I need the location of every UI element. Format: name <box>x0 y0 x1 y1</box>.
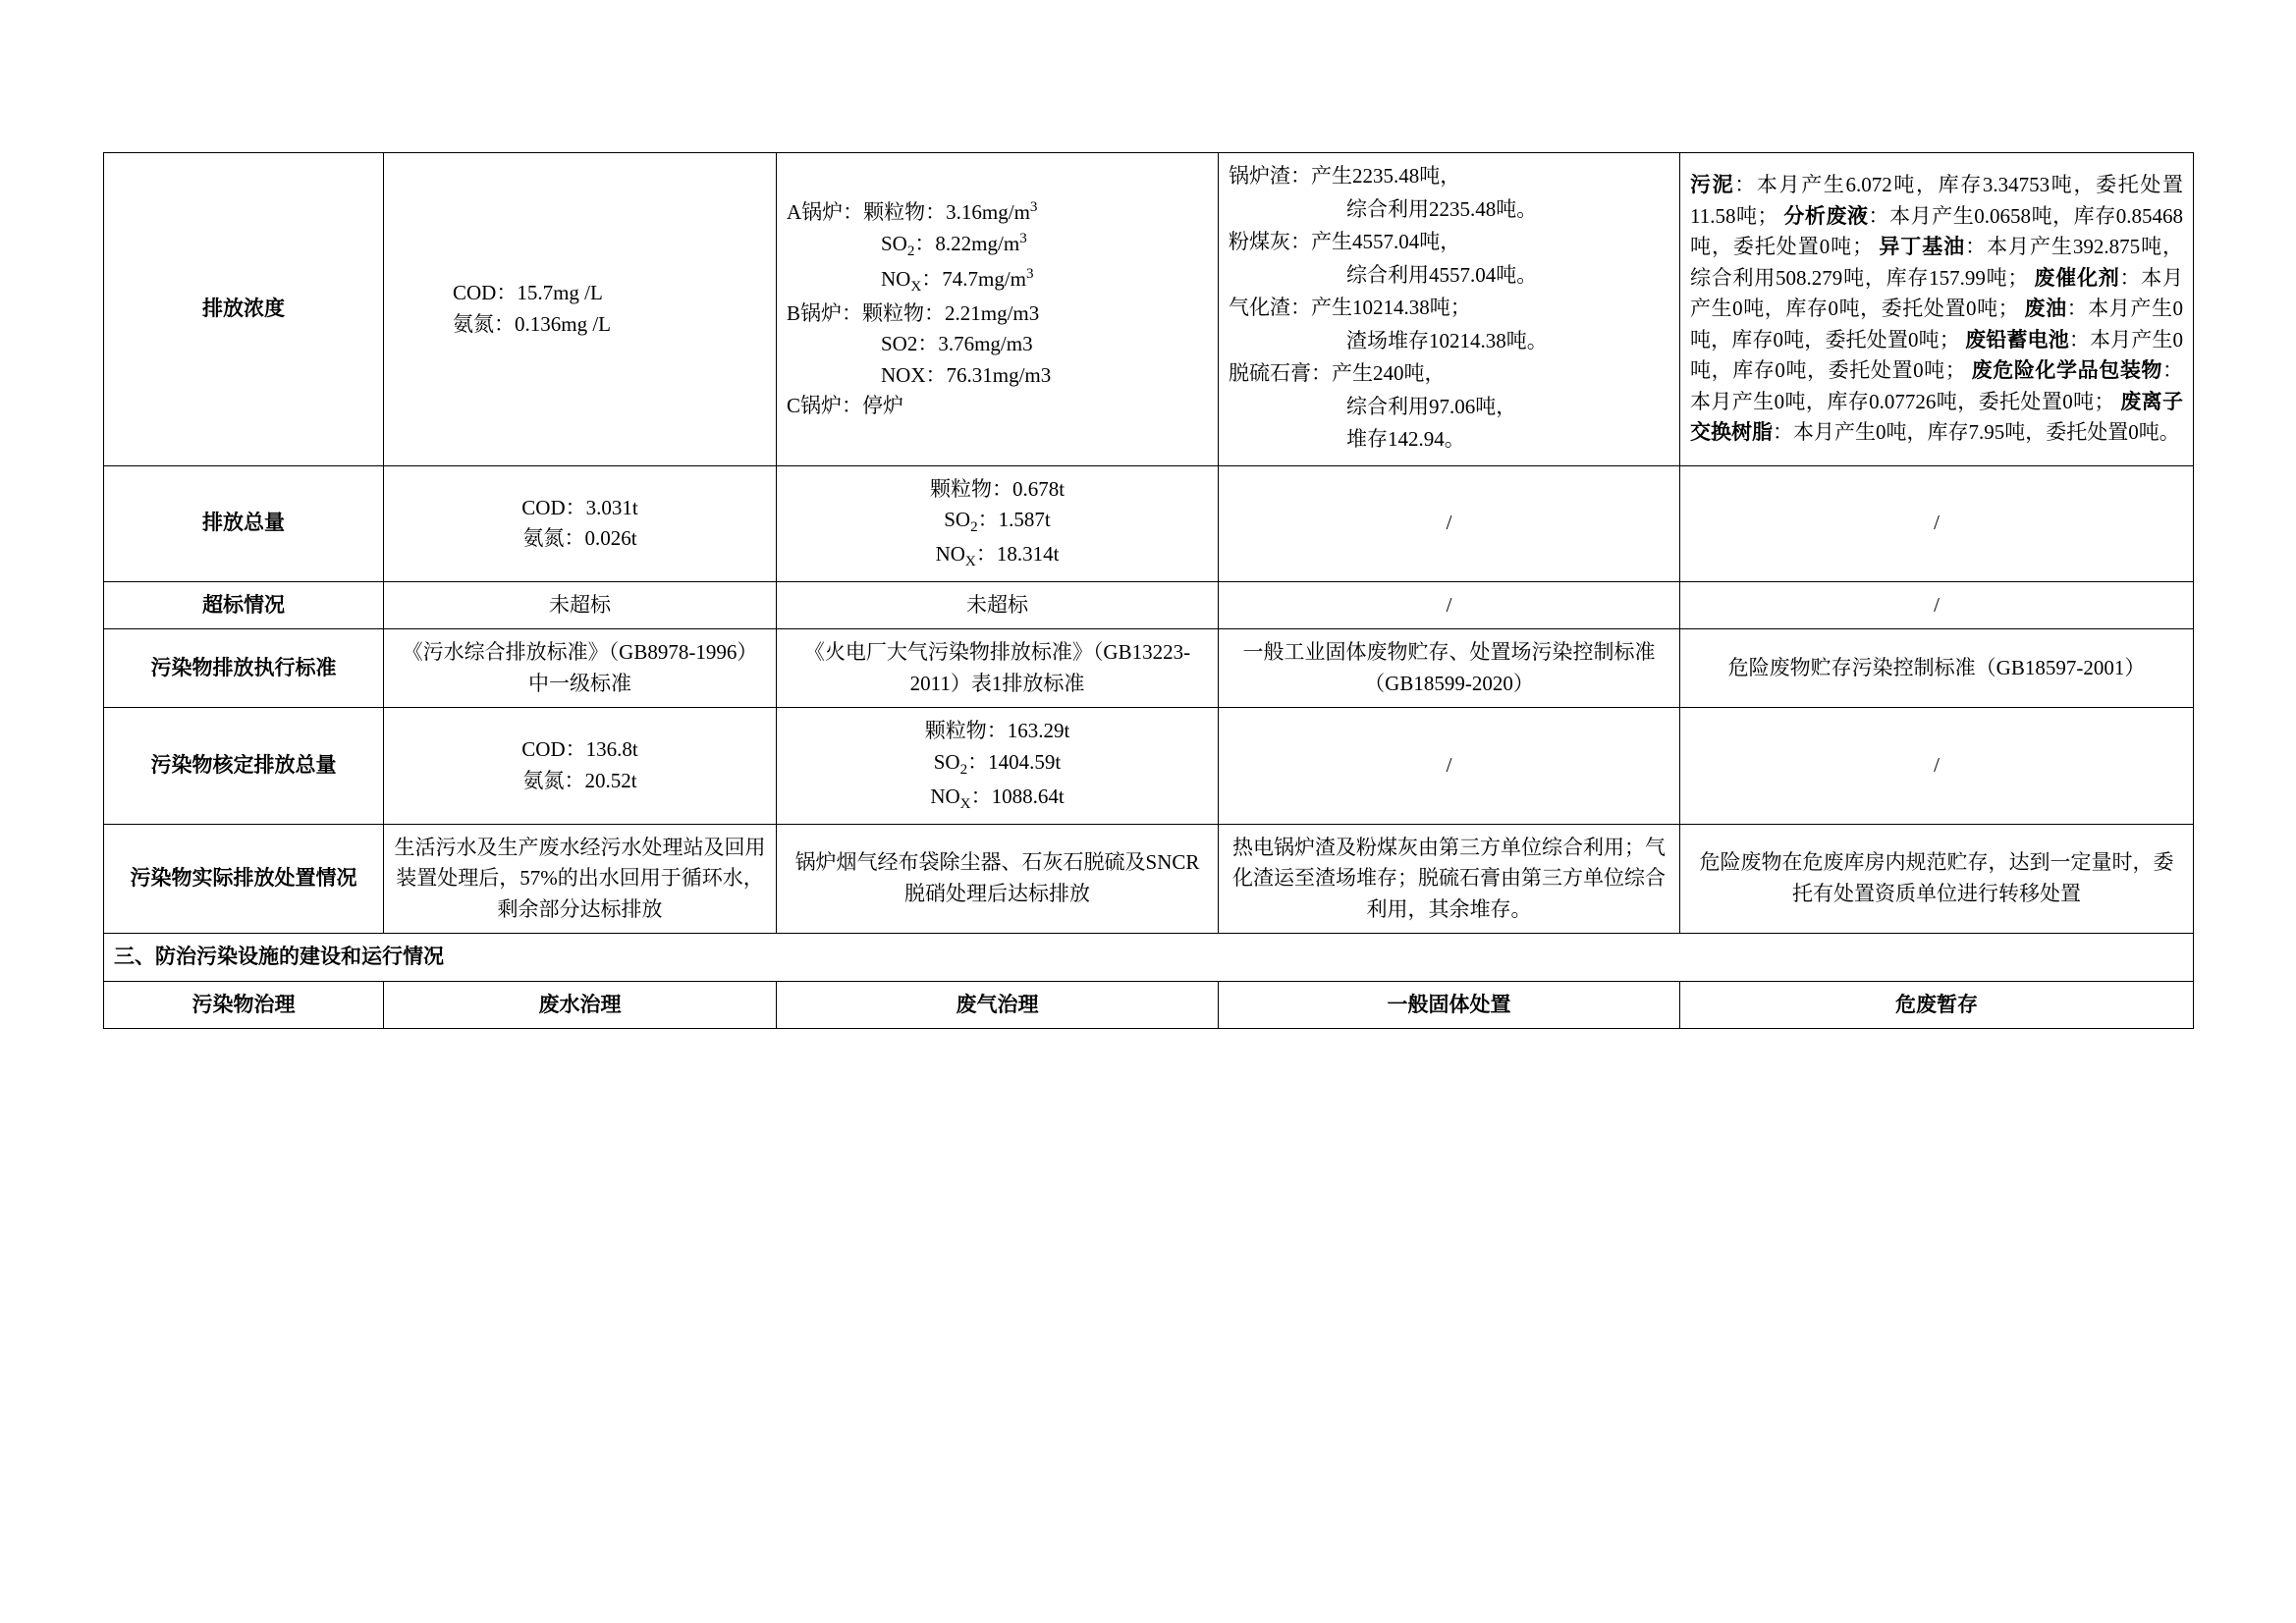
approved-pm: 颗粒物：163.29t <box>924 719 1070 743</box>
boiler-a-so2: $SO_2$：$8.22mg/m^3$ <box>881 231 1027 260</box>
footer-header-wastegas-treatment: 废气治理 <box>777 981 1219 1029</box>
boiler-a-pm: A锅炉：颗粒物：$3.16mg/m^3$ <box>787 198 1038 224</box>
gasslag-line2: 渣场堆存10214.38吨。 <box>1346 328 1548 352</box>
table-row <box>104 629 2194 708</box>
total-pm: 颗粒物：0.678t <box>929 476 1066 501</box>
gypsum-line2: 综合利用97.06吨， <box>1346 394 1517 418</box>
row-label-discharge-concentration: 排放浓度 <box>104 153 384 466</box>
row-label-discharge-standard: 污染物排放执行标准 <box>104 629 384 708</box>
cell-wastegas-concentration <box>777 153 1219 466</box>
row-label-actual-treatment: 污染物实际排放处置情况 <box>104 824 384 934</box>
gasslag-line1: 气化渣：产生10214.38吨； <box>1229 296 1471 319</box>
value-cod: COD：15.7mg /L <box>453 281 603 305</box>
cell-wastewater-approved <box>384 708 777 824</box>
hazard-term-sludge: 污泥 <box>1690 173 1735 196</box>
table-row <box>104 153 2194 466</box>
section-title-row <box>104 934 2194 982</box>
flyash-line1: 粉煤灰：产生4557.04吨， <box>1229 230 1461 253</box>
hazard-term-analysis-waste-liquid: 分析废液 <box>1783 203 1869 228</box>
total-nox: $NO_X$：18.314t <box>935 541 1060 570</box>
cell-hazardwaste-actual: 危险废物在危废库房内规范贮存，达到一定量时，委托有处置资质单位进行转移处置 <box>1680 824 2194 934</box>
total-so2: $SO_2$：1.587t <box>944 508 1051 536</box>
table-row <box>104 824 2194 934</box>
footer-header-hazardwaste-storage: 危废暂存 <box>1680 981 2194 1029</box>
cell-hazardwaste-approved: / <box>1680 708 2194 824</box>
hazard-term-isobutyl-oil: 异丁基油 <box>1879 235 1966 258</box>
cell-wastewater-standard: 《污水综合排放标准》（GB8978-1996）中一级标准 <box>384 629 777 708</box>
cell-wastewater-exceedance: 未超标 <box>384 581 777 629</box>
row-label-total-discharge: 排放总量 <box>104 465 384 581</box>
cell-wastewater-actual: 生活污水及生产废水经污水处理站及回用装置处理后，57%的出水回用于循环水，剩余部分达标排放 <box>384 824 777 934</box>
hazard-term-waste-oil: 废油 <box>2024 297 2067 320</box>
footer-header-pollution-treatment: 污染物治理 <box>104 981 384 1029</box>
cell-wastegas-total <box>777 465 1219 581</box>
cell-solidwaste-approved: / <box>1219 708 1680 824</box>
hazard-term-spent-catalyst: 废催化剂 <box>2034 265 2120 290</box>
cell-solidwaste-actual: 热电锅炉渣及粉煤灰由第三方单位综合利用；气化渣运至渣场堆存；脱硫石膏由第三方单位综合利用，其余堆存。 <box>1219 824 1680 934</box>
pollution-data-table <box>103 152 2194 1029</box>
cell-wastegas-actual: 锅炉烟气经布袋除尘器、石灰石脱硫及SNCR脱硝处理后达标排放 <box>777 824 1219 934</box>
value-ammonia: 氨氮：0.136mg /L <box>453 311 611 336</box>
hazard-text-ion-exchange-resin: ：本月产生0吨，库存7.95吨，委托处置0吨。 <box>1773 420 2180 444</box>
boiler-b-so2: SO2：3.76mg/m3 <box>881 332 1033 356</box>
hazard-text-analysis-waste-liquid: ：本月产生0.0658吨，库存0.85468吨，委托处置0吨； <box>1690 203 2183 258</box>
cell-wastewater-concentration <box>384 153 777 466</box>
boiler-b-nox: NOX：76.31mg/m3 <box>881 362 1052 387</box>
hazard-text-sludge: ：本月产生6.072吨，库存3.34753吨，委托处置11.58吨； <box>1690 173 2184 228</box>
cell-hazardwaste-standard: 危险废物贮存污染控制标准（GB18597-2001） <box>1680 629 2194 708</box>
slag-line1: 锅炉渣：产生2235.48吨， <box>1229 164 1461 188</box>
gypsum-line1: 脱硫石膏：产生240吨， <box>1229 361 1446 385</box>
footer-header-row <box>104 981 2194 1029</box>
hazard-term-lead-battery: 废铅蓄电池 <box>1965 327 2069 352</box>
hazard-term-ion-exchange-resin: 废离子交换树脂 <box>1690 389 2184 444</box>
table-row <box>104 465 2194 581</box>
cell-wastewater-total <box>384 465 777 581</box>
approved-ammonia: 氨氮：20.52t <box>522 768 637 792</box>
slag-line2: 综合利用2235.48吨。 <box>1346 196 1538 221</box>
boiler-a-nox: $NO_X$：$74.7mg/m^3$ <box>881 266 1034 296</box>
total-cod: COD：3.031t <box>521 495 638 519</box>
hazard-text-lead-battery: ：本月产生0吨，库存0吨，委托处置0吨； <box>1690 327 2184 382</box>
total-ammonia: 氨氮：0.026t <box>522 526 637 551</box>
hazard-text-chemical-packaging: ：本月产生0吨，库存0.07726吨，委托处置0吨； <box>1690 358 2184 413</box>
table-row <box>104 581 2194 629</box>
hazard-text-spent-catalyst: ：本月产生0吨，库存0吨，委托处置0吨； <box>1690 265 2184 320</box>
boiler-b-pm: B锅炉：颗粒物：2.21mg/m3 <box>787 300 1040 325</box>
hazard-text-waste-oil: ：本月产生0吨，库存0吨，委托处置0吨； <box>1690 297 2184 352</box>
table-row <box>104 708 2194 824</box>
footer-header-wastewater-treatment: 废水治理 <box>384 981 777 1029</box>
approved-nox: $NO_X$：1088.64t <box>930 784 1065 812</box>
gypsum-line3: 堆存142.94。 <box>1346 427 1465 451</box>
boiler-c-status: C锅炉：停炉 <box>787 394 904 418</box>
approved-so2: $SO_2$：1404.59t <box>933 749 1062 778</box>
cell-solidwaste-total: / <box>1219 465 1680 581</box>
hazard-term-chemical-packaging: 废危险化学品包装物 <box>1971 358 2163 382</box>
approved-cod: COD：136.8t <box>521 737 638 762</box>
cell-hazardwaste-exceedance: / <box>1680 581 2194 629</box>
cell-hazardwaste-total: / <box>1680 465 2194 581</box>
cell-hazardwaste-concentration <box>1680 153 2194 466</box>
row-label-approved-total: 污染物核定排放总量 <box>104 708 384 824</box>
footer-header-solidwaste-disposal: 一般固体处置 <box>1219 981 1680 1029</box>
cell-solidwaste-exceedance: / <box>1219 581 1680 629</box>
flyash-line2: 综合利用4557.04吨。 <box>1346 262 1538 287</box>
cell-solidwaste-standard: 一般工业固体废物贮存、处置场污染控制标准（GB18599-2020） <box>1219 629 1680 708</box>
row-label-exceedance: 超标情况 <box>104 581 384 629</box>
cell-wastegas-approved <box>777 708 1219 824</box>
cell-wastegas-standard: 《火电厂大气污染物排放标准》（GB13223-2011）表1排放标准 <box>777 629 1219 708</box>
hazard-text-isobutyl-oil: ：本月产生392.875吨，综合利用508.279吨，库存157.99吨； <box>1690 235 2184 290</box>
section-title: 三、防治污染设施的建设和运行情况 <box>104 934 2194 982</box>
cell-solidwaste-concentration <box>1219 153 1680 466</box>
cell-wastegas-exceedance: 未超标 <box>777 581 1219 629</box>
